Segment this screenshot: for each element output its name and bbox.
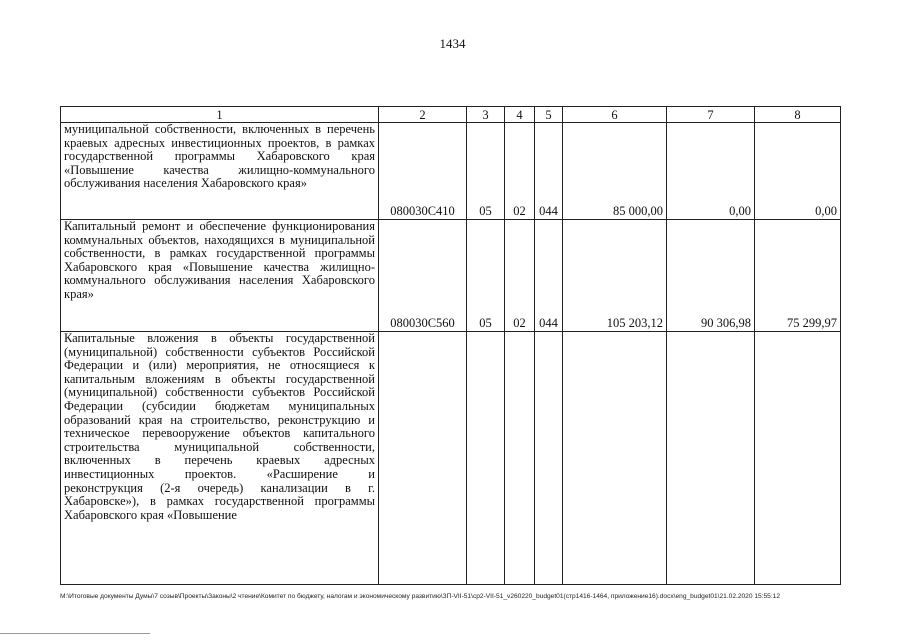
row-description-text: Капитальный ремонт и обеспечение функционирования коммунальных объектов, находящихся в муниципальной собственности, в рамках государственной программы Хабаровского края «Повышение качества жилищно-коммунального обслуживания населения Хабаровского края» <box>64 219 375 301</box>
page-number: 1434 <box>439 36 466 51</box>
column-header: 6 <box>563 107 667 123</box>
row-code <box>379 332 467 585</box>
table-row <box>61 332 841 585</box>
row-subsection <box>505 332 535 585</box>
budget-table <box>60 106 841 585</box>
row-amount-col6 <box>563 332 667 585</box>
column-header: 5 <box>535 107 563 123</box>
row-expense-type <box>535 332 563 585</box>
row-description-text: муниципальной собственности, включенных в перечень краевых адресных инвестиционных проектов, в рамках государственной программы Хабаровского края «Повышение качества жилищно-коммунального обслуживания населения Хабаровского края» <box>64 122 375 191</box>
table-header-row <box>61 107 841 123</box>
row-expense-type: 044 <box>535 220 563 332</box>
row-amount-col8: 0,00 <box>755 123 841 220</box>
row-section <box>467 332 505 585</box>
row-description-text: Капитальные вложения в объекты государственной (муниципальной) собственности субъектов Российской Федерации и (или) мероприятия, не относящиеся к капитальным вложениям в объекты государственной (муниципальной) собственности субъектов Российской Федерации (субсидии бюджетам муниципальных образований края на строительство, реконструкцию и техническое перевооружение объектов капитального строительства муниципальной собственности, включенных в перечень краевых адресных инвестиционных проектов. «Расширение и реконструкция (2-я очередь) канализации в г. Хабаровске»), в рамках государственной программы Хабаровского края «Повышение <box>64 331 375 522</box>
row-subsection: 02 <box>505 123 535 220</box>
row-code: 080030С410 <box>379 123 467 220</box>
table-row <box>61 123 841 220</box>
row-description <box>61 123 379 220</box>
row-amount-col6: 105 203,12 <box>563 220 667 332</box>
row-amount-col7: 0,00 <box>667 123 755 220</box>
row-section: 05 <box>467 220 505 332</box>
column-header: 4 <box>505 107 535 123</box>
row-expense-type: 044 <box>535 123 563 220</box>
row-subsection: 02 <box>505 220 535 332</box>
column-header: 3 <box>467 107 505 123</box>
document-file-path: M:\Итоговые документы Думы\7 созыв\Проекты\Законы\2 чтение\Комитет по бюджету, налогам и экономическому развитию\ЗП-VII-51\ср2-VII-51_v260220_budget01(стр1416-1464, приложение16).docx\eng_budget01\21.02.2020 15:55:12 <box>60 593 781 600</box>
row-code: 080030С560 <box>379 220 467 332</box>
row-amount-col7: 90 306,98 <box>667 220 755 332</box>
column-header: 2 <box>379 107 467 123</box>
bottom-divider <box>0 633 150 634</box>
row-amount-col8 <box>755 332 841 585</box>
row-section: 05 <box>467 123 505 220</box>
row-description <box>61 332 379 585</box>
row-amount-col7 <box>667 332 755 585</box>
row-amount-col6: 85 000,00 <box>563 123 667 220</box>
column-header: 8 <box>755 107 841 123</box>
column-header: 1 <box>61 107 379 123</box>
table-row <box>61 220 841 332</box>
column-header: 7 <box>667 107 755 123</box>
row-description <box>61 220 379 332</box>
row-amount-col8: 75 299,97 <box>755 220 841 332</box>
